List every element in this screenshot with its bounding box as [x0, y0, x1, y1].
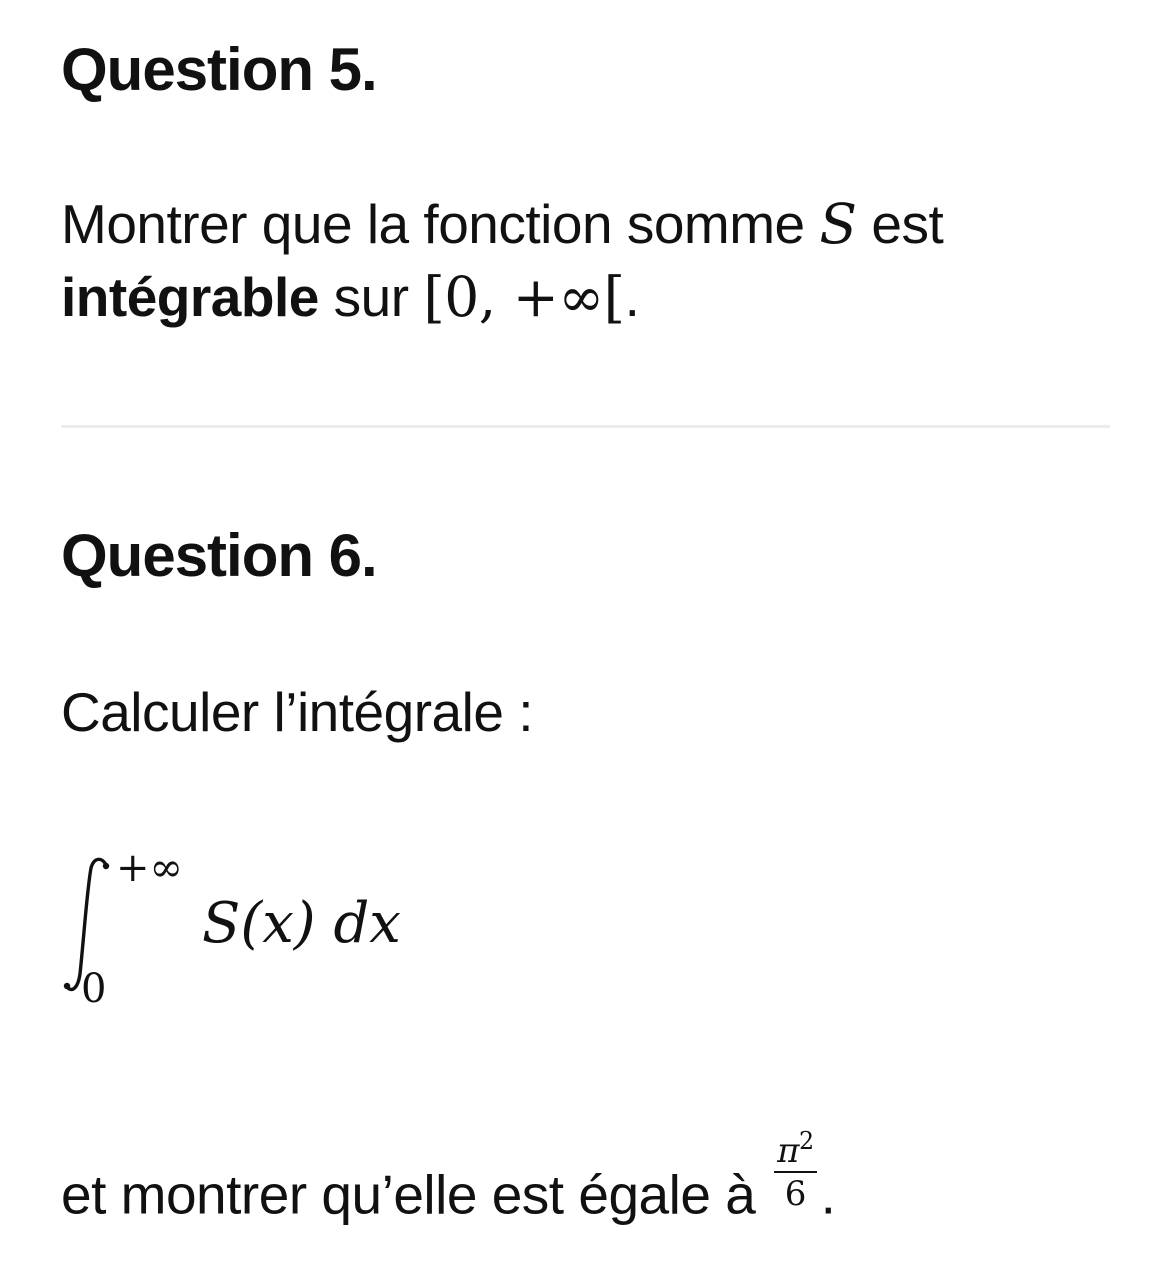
question-6-conclusion: [61, 1126, 836, 1232]
integral-lower-bound: 0: [81, 966, 107, 1012]
question-6-intro: Calculer l’intégrale :: [61, 681, 533, 743]
integrable-bold-word: intégrable: [61, 266, 319, 328]
question-5-title: Question 5.: [61, 36, 377, 103]
integral-upper-bound: +∞: [116, 845, 183, 891]
conclusion-text: et montrer qu’elle est égale à: [61, 1163, 771, 1226]
conclusion-period: .: [820, 1163, 836, 1226]
fraction-numerator: [774, 1126, 817, 1173]
question-6-title: Question 6.: [61, 522, 377, 589]
statement-text-sur: sur: [318, 266, 424, 328]
section-divider: [61, 425, 1110, 428]
integrand: S(x) dx: [202, 891, 401, 956]
statement-period: .: [624, 266, 640, 328]
statement-text: Montrer que la fonction somme: [61, 193, 820, 255]
statement-text-est: est: [856, 193, 944, 255]
sum-function-symbol: S: [819, 192, 857, 256]
integral-expression: [56, 845, 416, 1012]
fraction-denominator: 6: [784, 1174, 806, 1214]
pi-symbol: π: [777, 1131, 799, 1171]
interval-expression: [0, +∞[: [423, 265, 625, 329]
exponent: 2: [798, 1126, 814, 1155]
question-5-statement: [61, 188, 943, 334]
pi-squared-over-six-fraction: [774, 1126, 817, 1214]
